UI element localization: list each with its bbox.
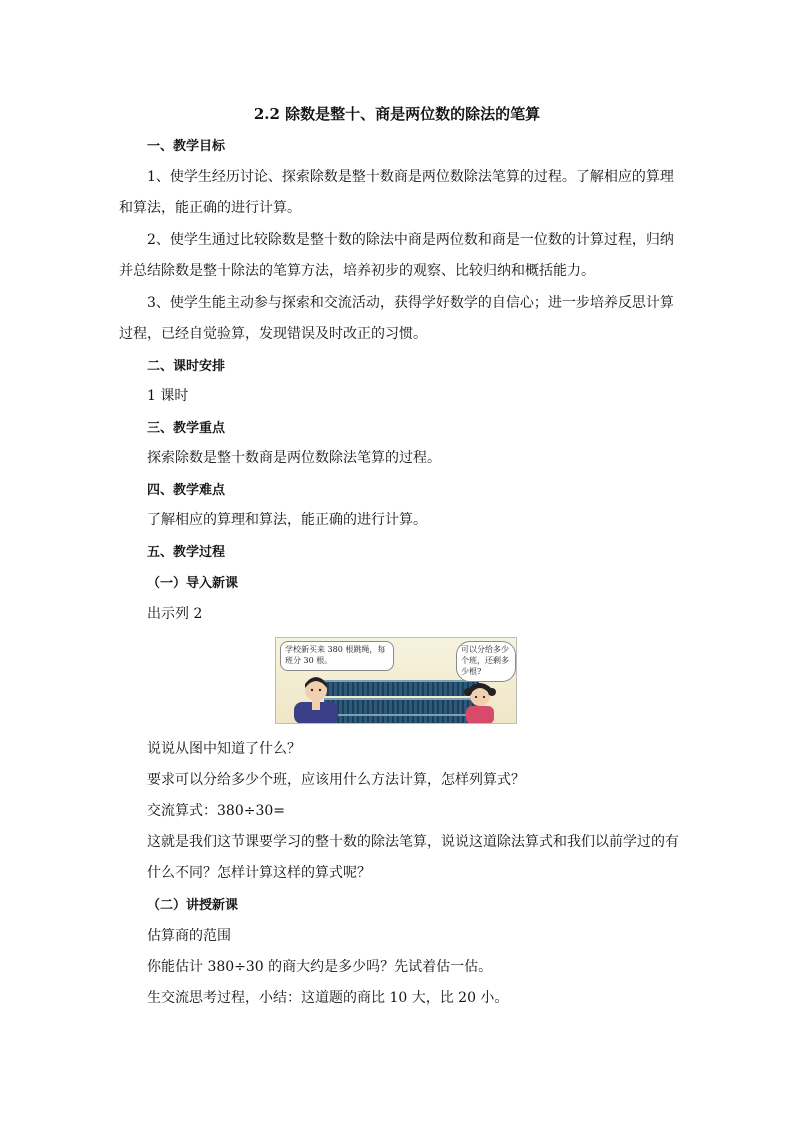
schedule-text: 1 课时 [147, 388, 189, 404]
goal-1-line-1: 1、使学生经历讨论、探索除数是整十数商是两位数除法笔算的过程。了解相应的算理 [147, 169, 674, 185]
section-heading-goals: 一、教学目标 [147, 139, 226, 154]
section-heading-process: 五、教学过程 [147, 545, 226, 560]
speech-bubble-student: 可以分给多少个班，还剩多少根? [456, 641, 516, 682]
paragraph-line-1: 这就是我们这节课要学习的整十数的除法笔算，说说这道除法算式和我们以前学过的有 [147, 834, 679, 850]
speech-bubble-teacher: 学校新买来 380 根跳绳，每班分 30 根。 [280, 641, 394, 671]
subsection-heading-teaching: （二）讲授新课 [147, 898, 239, 913]
estimate-heading: 估算商的范围 [147, 928, 231, 944]
goal-2-line-1: 2、使学生通过比较除数是整十数的除法中商是两位数和商是一位数的计算过程，归纳 [147, 232, 674, 248]
teacher-figure [286, 672, 346, 724]
section-heading-schedule: 二、课时安排 [147, 359, 226, 374]
question-2: 要求可以分给多少个班，应该用什么方法计算，怎样列算式？ [147, 772, 525, 788]
section-heading-difficulty: 四、教学难点 [147, 483, 226, 498]
goal-2-line-2: 并总结除数是整十除法的笔算方法，培养初步的观察、比较归纳和概括能力。 [119, 263, 595, 279]
goal-3-line-1: 3、使学生能主动参与探索和交流活动，获得学好数学的自信心；进一步培养反思计算 [147, 295, 674, 311]
difficulty-text: 了解相应的算理和算法，能正确的进行计算。 [147, 512, 427, 528]
question-1: 说说从图中知道了什么？ [147, 741, 301, 757]
student-figure [456, 678, 504, 724]
goal-1-line-2: 和算法，能正确的进行计算。 [119, 200, 301, 216]
goal-3-line-2: 过程，已经自觉验算，发现错误及时改正的习惯。 [119, 326, 427, 342]
key-point-text: 探索除数是整十数商是两位数除法笔算的过程。 [147, 450, 441, 466]
example-label: 出示列 2 [147, 606, 203, 622]
example-illustration [275, 637, 517, 724]
estimate-question: 你能估计 380÷30 的商大约是多少吗？先试着估一估。 [147, 959, 493, 975]
summary-text: 生交流思考过程，小结：这道题的商比 10 大，比 20 小。 [147, 990, 509, 1006]
formula-text: 交流算式：380÷30= [147, 803, 285, 819]
section-heading-key-point: 三、教学重点 [147, 421, 226, 436]
subsection-heading-intro: （一）导入新课 [147, 576, 239, 591]
document-title: 2.2 除数是整十、商是两位数的除法的笔算 [253, 105, 541, 123]
paragraph-line-2: 什么不同？怎样计算这样的算式呢？ [147, 865, 371, 881]
